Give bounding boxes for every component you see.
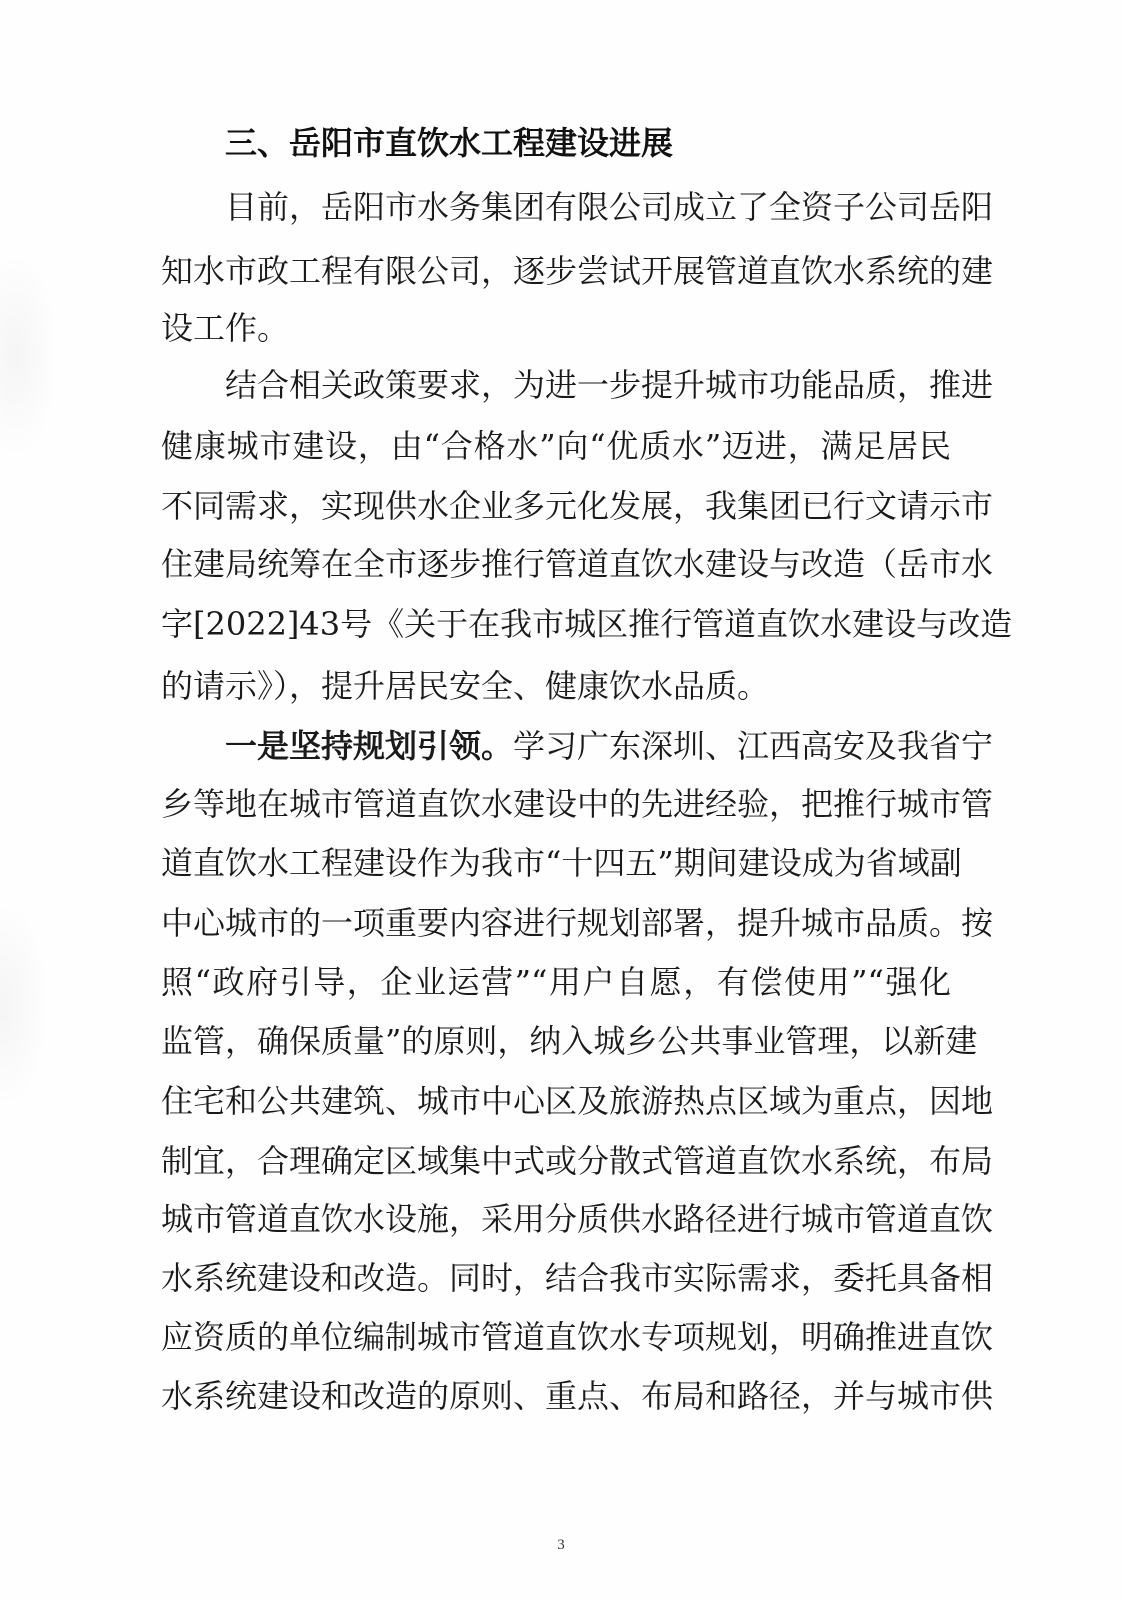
scan-shadow [0,250,60,460]
paragraph-2-line: 住建局统筹在全市逐步推行管道直饮水建设与改造（岳市水 [161,545,994,583]
paragraph-2-line: 的请示》），提升居民安全、健康饮水品质。 [161,667,770,705]
paragraph-1-line: 设工作。 [161,309,290,347]
scan-shadow [0,900,50,1110]
paragraph-2-line: 不同需求，实现供水企业多元化发展，我集团已行文请示市 [161,487,994,525]
paragraph-3-first-line-rest: 学习广东深圳、江西高安及我省宁 [513,727,994,765]
paragraph-3-lead: 一是坚持规划引领。 [225,727,514,765]
paragraph-3-line: 监管，确保质量”的原则，纳入城乡公共事业管理，以新建 [161,1022,978,1060]
paragraph-1-line: 目前，岳阳市水务集团有限公司成立了全资子公司岳阳 [225,188,994,226]
paragraph-3-line: 城市管道直饮水设施，采用分质供水路径进行城市管道直饮 [161,1200,994,1238]
paragraph-3-first-line [225,714,994,778]
paragraph-3-line: 乡等地在城市管道直饮水建设中的先进经验，把推行城市管 [161,785,994,823]
paragraph-2-line: 结合相关政策要求，为进一步提升城市功能品质，推进 [225,366,994,404]
paragraph-3-line: 应资质的单位编制城市管道直饮水专项规划，明确推进直饮 [161,1318,994,1356]
page-number: 3 [557,1537,565,1553]
paragraph-2-line: 字[2022]43号《关于在我市城区推行管道直饮水建设与改造 [161,605,1013,643]
paragraph-3-line: 住宅和公共建筑、城市中心区及旅游热点区域为重点，因地 [161,1082,994,1120]
paragraph-3-line: 照“政府引导，企业运营”“用户自愿，有偿使用”“强化 [161,963,951,1001]
section-heading: 三、岳阳市直饮水工程建设进展 [225,124,674,162]
paragraph-2-line: 健康城市建设，由“合格水”向“优质水”迈进，满足居民 [161,427,951,465]
paragraph-3-line: 水系统建设和改造的原则、重点、布局和路径，并与城市供 [161,1377,994,1415]
paragraph-3-line: 制宜，合理确定区域集中式或分散式管道直饮水系统，布局 [161,1142,994,1180]
paragraph-1-line: 知水市政工程有限公司，逐步尝试开展管道直饮水系统的建 [161,252,994,290]
paragraph-3-line: 水系统建设和改造。同时，结合我市实际需求，委托具备相 [161,1259,994,1297]
paragraph-3-line: 中心城市的一项重要内容进行规划部署，提升城市品质。按 [161,904,994,942]
paragraph-3-line: 道直饮水工程建设作为我市“十四五”期间建设成为省域副 [161,844,962,882]
